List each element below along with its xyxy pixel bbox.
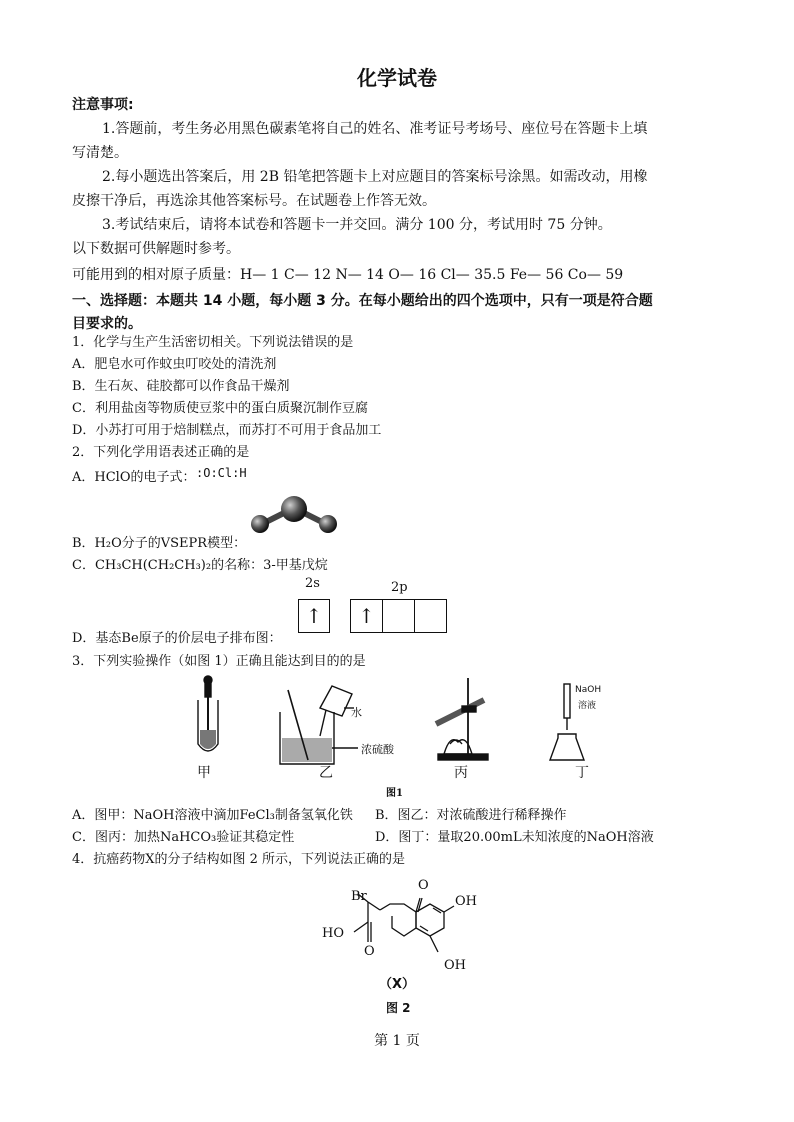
naoh-label: NaOH — [575, 685, 602, 695]
bromine-label: Br — [351, 889, 367, 904]
q4-stem: 4．抗癌药物X的分子结构如图 2 所示，下列说法正确的是 — [72, 852, 406, 867]
carboxyl-oxygen-label: O — [364, 944, 375, 959]
water-label: 水 — [351, 706, 362, 719]
reference-line: 以下数据可供解题时参考。 — [72, 241, 240, 257]
beaker-dilution-drawing — [280, 686, 358, 764]
dropper-test-tube-drawing — [198, 676, 218, 751]
q1-option-c: C．利用盐卤等物质使豆浆中的蛋白质聚沉制作豆腐 — [72, 401, 368, 416]
carbonyl-oxygen-label: O — [418, 878, 429, 893]
q2-option-b: B．H₂O分子的VSEPR模型： — [72, 536, 247, 551]
carboxyl-ho-label: HO — [322, 926, 344, 941]
heating-apparatus-drawing — [436, 678, 488, 760]
hydroxyl-label-2: OH — [444, 958, 466, 973]
notice-item-1-line-2: 写清楚。 — [72, 145, 128, 161]
notice-item-1-line-1: 1.答题前，考生务必用黑色碳素笔将自己的姓名、准考证号考场号、座位号在答题卡上填 — [102, 121, 648, 137]
figure-label-ding: 丁 — [575, 765, 589, 781]
figure-label-yi: 乙 — [319, 765, 333, 781]
q3-option-d: D．图丁：量取20.00mL未知浓度的NaOH溶液 — [375, 830, 654, 845]
up-arrow-icon: ↑ — [305, 604, 323, 628]
figure-label-bing: 丙 — [454, 765, 468, 781]
notice-heading: 注意事项: — [72, 97, 134, 113]
q3-option-c: C．图丙：加热NaHCO₃验证其稳定性 — [72, 830, 295, 845]
notice-item-3: 3.考试结束后，请将本试卷和答题卡一并交回。满分 100 分，考试用时 75 分钟。 — [102, 217, 612, 233]
section-heading-line-2: 目要求的。 — [72, 316, 142, 332]
q1-option-b: B．生石灰、硅胶都可以作食品干燥剂 — [72, 379, 290, 394]
orbital-box-2p-3 — [414, 599, 447, 633]
notice-item-2-line-2: 皮擦干净后，再选涂其他答案标号。在试题卷上作答无效。 — [72, 193, 436, 209]
hydroxyl-label-1: OH — [455, 894, 477, 909]
burette-flask-drawing — [550, 684, 584, 760]
q3-stem: 3．下列实验操作（如图 1）正确且能达到目的的是 — [72, 654, 366, 669]
figure-1-apparatus — [180, 672, 620, 782]
q3-option-b: B．图乙：对浓硫酸进行稀释操作 — [375, 808, 567, 823]
page-number: 第 1 页 — [374, 1033, 420, 1049]
notice-item-2-line-1: 2.每小题选出答案后，用 2B 铅笔把答题卡上对应题目的答案标号涂黑。如需改动，用橡 — [102, 169, 648, 185]
up-arrow-icon: ↑ — [358, 604, 375, 628]
naoh-solution-label: 溶液 — [578, 701, 597, 711]
figure-label-jia: 甲 — [197, 765, 211, 781]
atomic-mass-line: 可能用到的相对原子质量：H— 1 C— 12 N— 14 O— 16 Cl— 35.5 Fe— 56 Co— 59 — [72, 267, 624, 283]
page-title: 化学试卷 — [357, 66, 437, 90]
q3-option-a: A．图甲：NaOH溶液中滴加FeCl₃制备氢氧化铁 — [72, 808, 353, 823]
orbital-box-2p-2 — [382, 599, 415, 633]
q1-option-d: D．小苏打可用于焙制糕点，而苏打不可用于食品加工 — [72, 423, 382, 438]
q2-option-c: C．CH₃CH(CH₂CH₃)₂的名称：3-甲基戊烷 — [72, 558, 328, 573]
section-heading-line-1: 一、选择题：本题共 14 小题，每小题 3 分。在每小题给出的四个选项中，只有一项是符合题 — [72, 293, 653, 309]
figure-2-caption: 图 2 — [386, 1001, 411, 1015]
water-vsepr-model — [244, 494, 344, 536]
q1-option-a: A．肥皂水可作蚊虫叮咬处的清洗剂 — [72, 357, 277, 372]
figure-1-caption: 图1 — [386, 788, 403, 799]
q1-stem: 1．化学与生产生活密切相关。下列说法错误的是 — [72, 335, 354, 350]
q2-stem: 2．下列化学用语表述正确的是 — [72, 445, 250, 460]
q2-option-d: D．基态Be原子的价层电子排布图： — [72, 631, 282, 646]
molecule-label: （X） — [379, 977, 416, 992]
orbital-box-2p-1 — [350, 599, 383, 633]
orbital-2p-label: 2p — [391, 580, 408, 595]
orbital-2s-label: 2s — [305, 576, 320, 591]
conc-acid-label: 浓硫酸 — [361, 743, 394, 756]
orbital-box-2s — [298, 599, 330, 633]
hclo-electron-formula: :O:Cl:H — [196, 466, 247, 480]
q2-option-a: A．HClO的电子式： — [72, 470, 196, 485]
